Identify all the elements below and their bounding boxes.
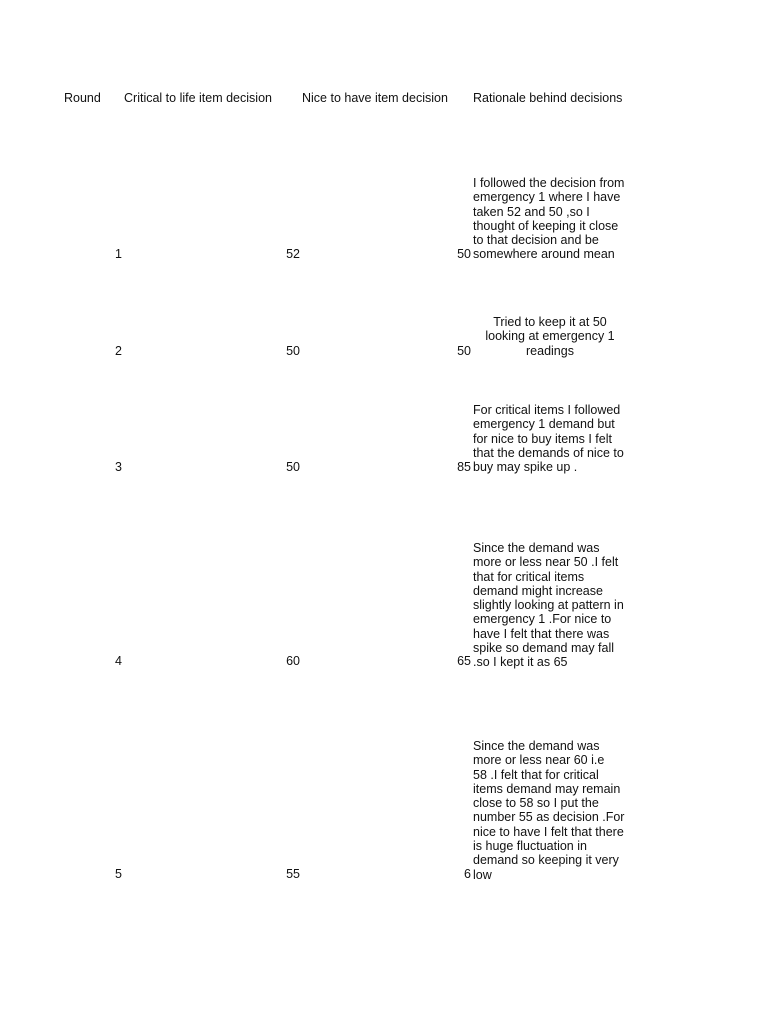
rationale-cell: I followed the decision from emergency 1 where I have taken 52 and 50 ,so I thought of keeping it close to that decision and be somewhere around mean (473, 176, 625, 262)
rationale-cell: Since the demand was more or less near 50 .I felt that for critical items demand might increase slightly looking at pattern in emergency 1 .For nice to have I felt that there was spike so demand may fall .so I kept it as 65 (473, 541, 624, 670)
nice-cell: 50 (457, 344, 471, 358)
header-critical-decision: Critical to life item decision (124, 91, 272, 105)
header-round: Round (64, 91, 101, 105)
rationale-cell: For critical items I followed emergency 1 demand but for nice to buy items I felt that the demands of nice to buy may spike up . (473, 403, 624, 475)
critical-cell: 50 (286, 344, 300, 358)
critical-cell: 55 (286, 867, 300, 881)
rationale-cell: Since the demand was more or less near 60 i.e 58 .I felt that for critical items demand may remain close to 58 so I put the number 55 as decision .For nice to have I felt that there is huge fluctuation in demand so keeping it very low (473, 739, 625, 882)
nice-cell: 6 (464, 867, 471, 881)
nice-cell: 85 (457, 460, 471, 474)
round-cell: 2 (115, 344, 122, 358)
round-cell: 5 (115, 867, 122, 881)
nice-cell: 50 (457, 247, 471, 261)
header-rationale: Rationale behind decisions (473, 91, 623, 105)
critical-cell: 50 (286, 460, 300, 474)
critical-cell: 52 (286, 247, 300, 261)
rationale-cell: Tried to keep it at 50 looking at emergency 1 readings (485, 315, 615, 358)
round-cell: 1 (115, 247, 122, 261)
critical-cell: 60 (286, 654, 300, 668)
header-nice-decision: Nice to have item decision (302, 91, 448, 105)
round-cell: 4 (115, 654, 122, 668)
round-cell: 3 (115, 460, 122, 474)
nice-cell: 65 (457, 654, 471, 668)
